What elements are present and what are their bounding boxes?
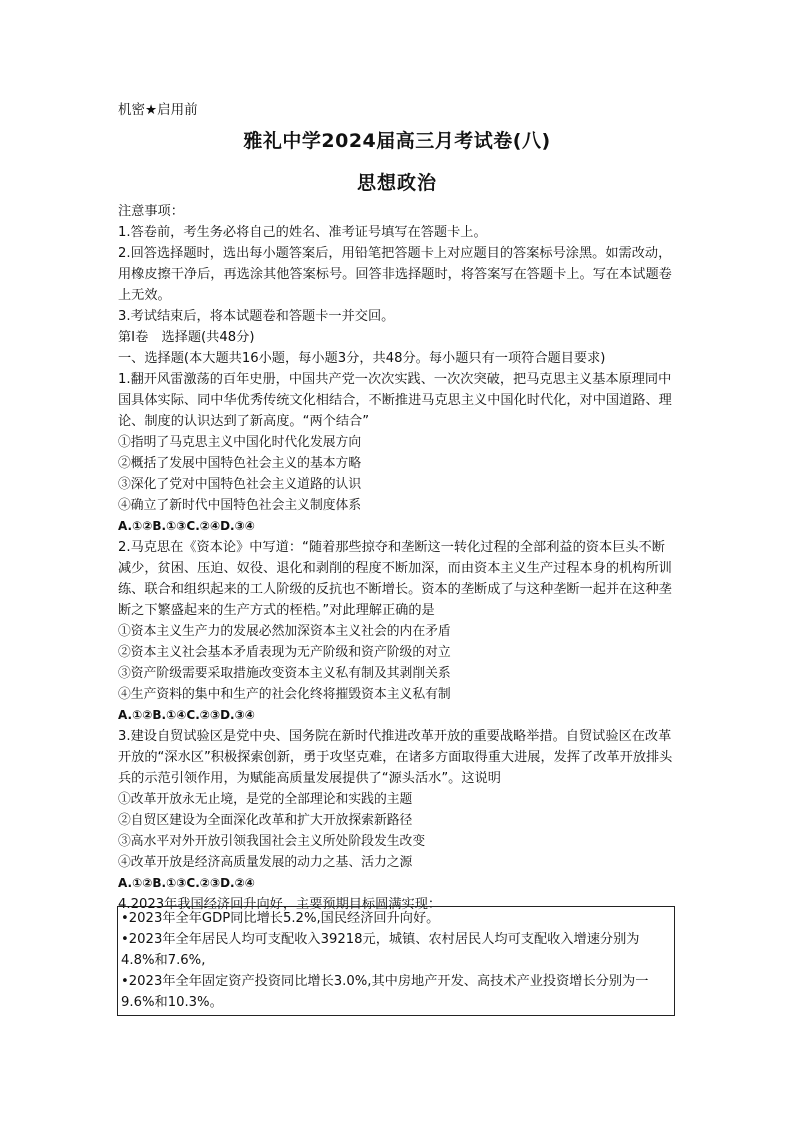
question-option: ①资本主义生产力的发展必然加深资本主义社会的内在矛盾 [118,624,451,639]
question-stem: 4.2023年我国经济回升向好，主要预期目标圆满实现： [118,897,442,912]
notice-item: 2.回答选择题时，选出每小题答案后，用铅笔把答题卡上对应题目的答案标号涂黑。如需改动，用橡皮擦干净后，再选涂其他答案标号。回答非选择题时，将答案写在答题卡上。写在本试题卷上无效。 [118,246,672,303]
notice-item: 3.考试结束后，将本试题卷和答题卡一并交回。 [118,309,395,324]
notice-heading: 注意事项： [118,204,184,219]
exam-content [118,201,678,915]
data-box [117,906,675,1016]
subject-title: 思想政治 [356,172,437,194]
answer-choices: A.①②B.①③C.②④D.③④ [118,519,255,533]
answer-choices: A.①②B.①③C.②③D.②④ [118,876,255,890]
question-option: ③高水平对外开放引领我国社会主义所处阶段发生改变 [118,834,426,849]
question-stem: 3.建设自贸试验区是党中央、国务院在新时代推进改革开放的重要战略举措。自贸试验区在改革开放的“深水区”积极探索创新，勇于攻坚克难，在诸多方面取得重大进展，发挥了改革开放排头兵的示范引领作用，为赋能高质量发展提供了“源头活水”。这说明 [118,729,673,786]
question-option: ④确立了新时代中国特色社会主义制度体系 [118,498,362,513]
data-box-item: •2023年全年GDP同比增长5.2%,国民经济回升向好。 [121,911,440,926]
part-heading: 第Ⅰ卷 选择题(共48分) [118,330,255,345]
question-option: ①指明了马克思主义中国化时代化发展方向 [118,435,362,450]
question-stem: 2.马克思在《资本论》中写道：“随着那些掠夺和垄断这一转化过程的全部利益的资本巨头不断减少，贫困、压迫、奴役、退化和剥削的程度不断加深，而由资本主义生产过程本身的机构所训练、联合和组织起来的工人阶级的反抗也不断增长。资本的垄断成了与这种垄断一起并在这种垄断之下繁盛起来的生产方式的桎梏。”对此理解正确的是 [118,540,672,618]
data-box-item: •2023年全年固定资产投资同比增长3.0%,其中房地产开发、高技术产业投资增长分别为一9.6%和10.3%。 [121,974,649,1010]
question-option: ④改革开放是经济高质量发展的动力之基、活力之源 [118,855,413,870]
page-title: 雅礼中学2024届高三月考试卷(八) [243,130,551,152]
confidential-label: 机密★启用前 [118,102,198,118]
question-option: ③资产阶级需要采取措施改变资本主义私有制及其剥削关系 [118,666,451,681]
data-box-item: •2023年全年居民人均可支配收入39218元，城镇、农村居民人均可支配收入增速分别为4.8%和7.6%, [121,932,640,968]
question-option: ①改革开放永无止境，是党的全部理论和实践的主题 [118,792,413,807]
question-option: ④生产资料的集中和生产的社会化终将摧毁资本主义私有制 [118,687,451,702]
answer-choices: A.①②B.①④C.②③D.③④ [118,708,255,722]
question-stem: 1.翻开风雷激荡的百年史册，中国共产党一次次实践、一次次突破，把马克思主义基本原理同中国具体实际、同中华优秀传统文化相结合，不断推进马克思主义中国化时代化，对中国道路、理论、制度的认识达到了新高度。“两个结合” [118,372,672,429]
notice-item: 1.答卷前，考生务必将自己的姓名、准考证号填写在答题卡上。 [118,225,487,240]
question-option: ②自贸区建设为全面深化改革和扩大开放探索新路径 [118,813,413,828]
question-option: ②资本主义社会基本矛盾表现为无产阶级和资产阶级的对立 [118,645,451,660]
question-option: ③深化了党对中国特色社会主义道路的认识 [118,477,362,492]
section-heading: 一、选择题(本大题共16小题，每小题3分，共48分。每小题只有一项符合题目要求) [118,351,606,366]
question-option: ②概括了发展中国特色社会主义的基本方略 [118,456,362,471]
